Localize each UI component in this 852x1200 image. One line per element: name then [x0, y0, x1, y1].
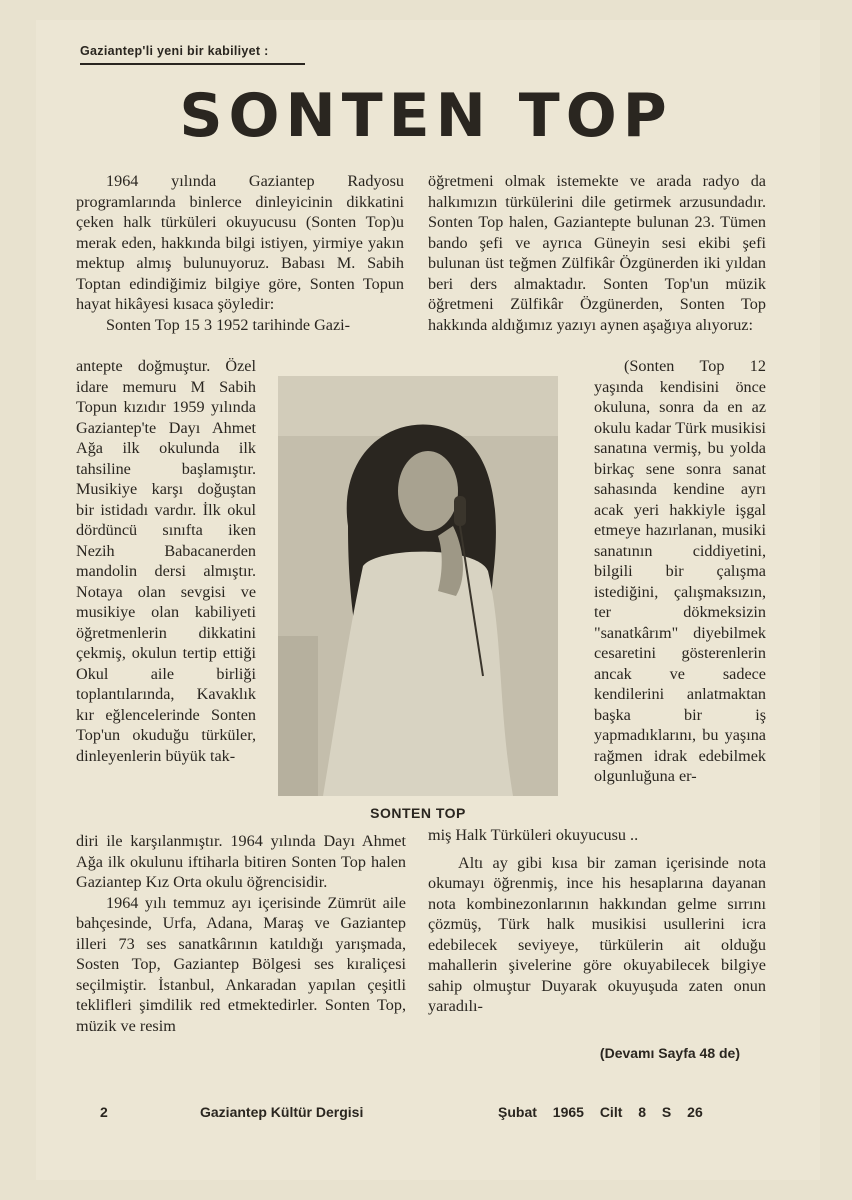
- continued-note: (Devamı Sayfa 48 de): [599, 1045, 740, 1061]
- kicker-underline: [80, 63, 305, 65]
- bio-paragraph-start: Sonten Top 15 3 1952 tarihinde Gazi-: [106, 315, 351, 334]
- issue-date: Şubat 1965 Cilt 8 S 26: [498, 1104, 703, 1120]
- column-2-narrow: [594, 356, 766, 787]
- column-1-top: [76, 171, 404, 335]
- intro-paragraph: 1964 yılında Gaziantep Radyosu programlarında binlerce dinleyicinin dikkatini çeken halk türküleri okuyucusu (Sonten Top)u merak eden, hakkında bilgi istiyen, yirmiye yakın mektup almış bulunuyoruz. Babası M. Sabih Toptan edindiğimiz bilgiye göre, Sonten Topun hayat hikâyesi kısaca şöyledir:: [76, 172, 404, 313]
- column-2-bottom: [428, 825, 766, 1017]
- singer-photo-image: [278, 376, 558, 796]
- quote-paragraph-end: miş Halk Türküleri okuyucusu ..: [428, 826, 639, 844]
- photo-caption: SONTEN TOP: [370, 805, 466, 821]
- teacher-paragraph: öğretmeni olmak istemekte ve arada radyo da halkımızın türkülerini dile getirmek arzusundadır. Sonten Top halen, Gaziantepte bulunan 23. Tümen bando şefi ve ayrıca Güneyin sesi ekibi şefi bulunan üst teğmen Zülfikâr Özgünerden iki yıldan beri ders almaktadır. Sonten Top'un müzik öğretmeni Zülfikâr Özgünerden, Sonten Top hakkında aldığımız yazıyı aynen aşağıya alıyoruz:: [428, 172, 766, 334]
- column-1-narrow: [76, 356, 256, 766]
- article-headline: SONTEN TOP: [179, 81, 673, 151]
- bio-paragraph-end: diri ile karşılanmıştır. 1964 yılında Dayı Ahmet Ağa ilk okulunu iftiharla bitiren Sonten Top halen Gaziantep Kız Orta okulu öğrencisidir.: [76, 832, 406, 891]
- portrait-photo: [278, 376, 558, 796]
- contest-paragraph: 1964 yılı temmuz ayı içerisinde Zümrüt aile bahçesinde, Urfa, Adana, Maraş ve Gaziantep illeri 73 ses sanatkârının katıldığı yarışmada, Sosten Top, Gaziantep Bölgesi ses kıraliçesi seçilmiştir. İstanbul, Ankaradan yapılan çeşitli teklifleri şimdilik red etmektedirler. Sonten Top, müzik ve resim: [76, 893, 406, 1035]
- quote-paragraph-narrow: (Sonten Top 12 yaşında kendisini önce okuluna, sonra da en az okulu kadar Türk musikisi sanatına vermiş, bu yolda birkaç sene sonra sanat sahasında kendine ayrı acak yeri hakkiyle işgal etmeye hazırlanan, musiki sanatının ciddiyetini, bilgili bir çalışma istediğini, çalışmaksızın, ter dökmeksizin "sanatkârım" diyebilmek cesaretini gösterenlerin ancak ve sadece kendilerini anlatmaktan başka bir iş yapmadıklarını, bu yaşına rağmen idrak edebilmek olgunluğuna er-: [594, 357, 766, 785]
- section-kicker: Gaziantep'li yeni bir kabiliyet :: [80, 44, 269, 58]
- training-paragraph: Altı ay gibi kısa bir zaman içerisinde nota okumayı öğrenmiş, ince his hesaplarına dayanan nota kombinezonlarının hakkından gelme sırrını çözmüş, Türk halk musikisi usullerini icra edebilecek seviyeye, türkülerin ait olduğu mahallerin şivelerine göre okuyabilecek bilgiye sahip olmuştur Duyarak okuyuşuda zaten onun yaradılı-: [428, 853, 766, 1015]
- column-2-top: [428, 171, 766, 335]
- bio-paragraph-narrow: antepte doğmuştur. Özel idare memuru M Sabih Topun kızıdır 1959 yılında Gaziantep'te Dayı Ahmet Ağa ilk okulunda ilk tahsiline başlamıştır. Musikiye karşı doğuştan bir istidadı vardır. İlk okul dördüncü sınıfta iken Nezih Babacanerden mandolin dersi almıştır. Notaya olan sevgisi ve musikiye olan kabiliyeti öğretmenlerin dikkatini çekmiş, okulun tertip ettiği Okul aile birliği toplantılarında, Kavaklık kır eğlencelerinde Sonten Top'un okuduğu türküler, dinleyenlerin büyük tak-: [76, 357, 256, 765]
- column-1-bottom: [76, 831, 406, 1036]
- magazine-name: Gaziantep Kültür Dergisi: [200, 1104, 364, 1120]
- page-number: 2: [100, 1104, 108, 1120]
